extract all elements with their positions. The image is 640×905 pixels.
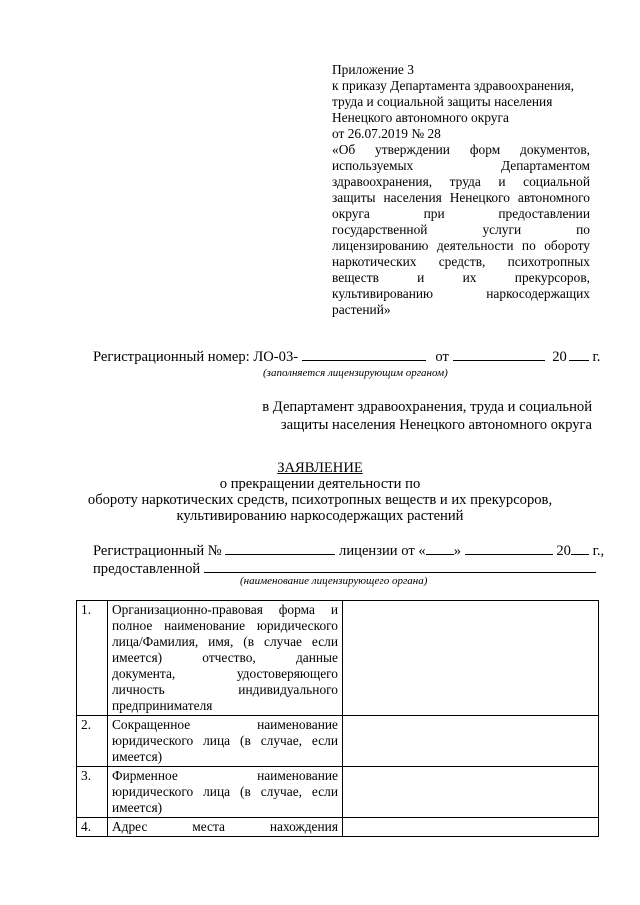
table-row [77,818,599,837]
row-label-line: лица/Фамилия, имя, (в случае если [112,634,338,649]
row-label-line: юридического лица (в случае, если [112,733,338,748]
table-row [77,716,599,767]
license-number-field[interactable] [225,542,335,555]
appendix-line: округа при предоставлении [332,206,590,221]
licensing-authority-field[interactable] [204,560,596,573]
row-label [108,818,343,837]
row-label-line: имеется) [112,749,163,764]
license-month-field[interactable] [465,542,553,555]
document-subtitle-3: культивированию наркосодержащих растений [176,508,464,524]
registration-date-field[interactable] [453,348,545,361]
short-name-value-cell[interactable] [343,716,599,767]
license-quote-close: » [453,543,461,559]
license-year-prefix: 20 [556,543,571,559]
appendix-line: Ненецкого автономного округа [332,110,509,125]
row-label-line: документа, удостоверяющего [112,666,338,681]
row-label-line: Организационно-правовая форма и [112,602,338,617]
document-title: ЗАЯВЛЕНИЕ [277,460,363,476]
row-label-line: Адрес места нахождения [112,819,338,834]
row-label-line: юридического лица (в случае, если [112,784,338,799]
registration-year-field[interactable] [569,348,589,361]
registration-number-field[interactable] [302,348,426,361]
addressee [260,398,592,434]
row-label-line: Сокращенное наименование [112,717,338,732]
license-day-field[interactable] [426,542,454,555]
application-form-table [76,600,599,837]
appendix-line: труда и социальной защиты населения [332,94,553,109]
appendix-line: растений» [332,302,391,317]
appendix-line: Приложение 3 [332,62,414,77]
table-row [77,767,599,818]
row-label-line: Фирменное наименование [112,768,338,783]
row-label [108,716,343,767]
address-value-cell[interactable] [343,818,599,837]
table-row [77,601,599,716]
row-label [108,601,343,716]
brand-name-value-cell[interactable] [343,767,599,818]
row-label-line: имеется) [112,800,163,815]
row-label-line: полное наименование юридического [112,618,338,633]
license-number-label: Регистрационный № [93,543,222,559]
appendix-line: государственной услуги по [332,222,590,237]
row-number: 4. [77,818,108,837]
license-reference [93,542,605,578]
license-year-field[interactable] [571,542,589,555]
appendix-line: здравоохранения, труда и социальной [332,174,590,189]
document-title-block [0,460,640,524]
row-label-line: личность индивидуального [112,682,338,697]
licensing-authority-hint: (наименование лицензирующего органа) [240,575,428,587]
org-name-value-cell[interactable] [343,601,599,716]
document-subtitle-2: обороту наркотических средств, психотропных веществ и их прекурсоров, [87,492,553,508]
appendix-line: культивированию наркосодержащих [332,286,590,301]
appendix-line: к приказу Департамента здравоохранения, [332,78,574,93]
row-number: 3. [77,767,108,818]
registration-year-suffix: г. [592,349,601,365]
row-label-line: предпринимателя [112,698,213,713]
registration-from-label: от [435,349,449,365]
row-number: 1. [77,601,108,716]
row-number: 2. [77,716,108,767]
appendix-line: наркотических средств, психотропных [332,254,590,269]
appendix-line: от 26.07.2019 № 28 [332,126,441,141]
appendix-line: лицензированию деятельности по обороту [332,238,590,253]
row-label-line: имеется) отчество, данные [112,650,338,665]
registration-year-prefix: 20 [552,349,567,365]
registration-hint: (заполняется лицензирующим органом) [263,367,448,379]
addressee-line-2: защиты населения Ненецкого автономного округа [280,417,592,433]
addressee-line-1: в Департамент здравоохранения, труда и социальной [262,399,592,415]
registration-label: Регистрационный номер: ЛО-03- [93,349,299,365]
registration-number-line [93,348,601,366]
document-subtitle-1: о прекращении деятельности по [219,476,421,492]
appendix-header [332,62,590,318]
appendix-line: «Об утверждении форм документов, [332,142,590,157]
appendix-line: веществ и их прекурсоров, [332,270,590,285]
license-year-suffix: г., [592,543,605,559]
license-from-label: лицензии от « [339,543,426,559]
provided-label: предоставленной [93,561,201,577]
row-label [108,767,343,818]
appendix-line: защиты населения Ненецкого автономного [332,190,590,205]
appendix-line: используемых Департаментом [332,158,590,173]
